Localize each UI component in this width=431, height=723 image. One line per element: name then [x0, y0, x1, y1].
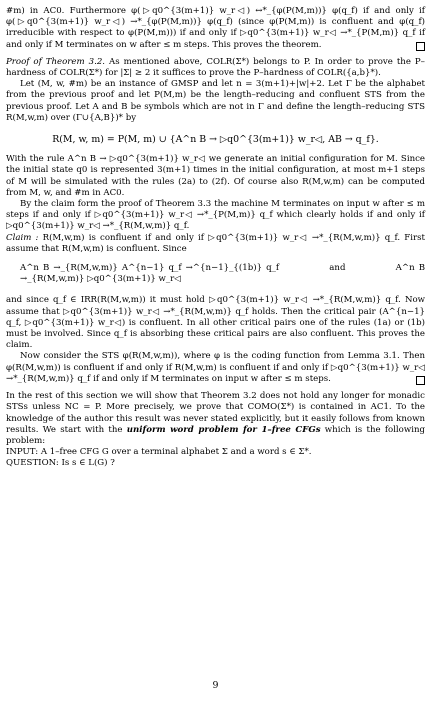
claim-lead: Claim : [6, 232, 43, 243]
proof-end-text: #m) in AC0. Furthermore φ(▷q0^{3(m+1)} w_r◁) ↔*_{φ(P(M,m))} φ(q_f) if and only if φ(▷q0^{3(m+1)} w_r◁) →*_{φ(P(M,m))} φ(q_f) (since φ(P(M,m)) is confluent and φ(q_f) irreducible with respect to φ(P(M,m))) if and only if ▷q0^{3(m+1)} w_r◁ →*_{P(M,m)} q_f if and only if M terminates on w after ≤ m steps. This proves the theorem. [6, 6, 425, 50]
claim-form-paragraph: By the claim form the proof of Theorem 3.3 the machine M terminates on input w after ≤ m steps if and only if ▷q0^{3(m+1)} w_r◁ →*_{P(M,m)} q_f which clearly holds if and only if ▷q0^{3(m+1)} w_r◁ →*_{R(M,w,m)} q_f. [6, 199, 425, 232]
proof-lead: Proof of Theorem 3.2. [6, 56, 106, 67]
claim-text: R(M,w,m) is confluent if and only if ▷q0^{3(m+1)} w_r◁ →*_{R(M,w,m)} q_f. First assume that R(M,w,m) is confluent. Since [6, 232, 425, 254]
proof-end-paragraph [6, 6, 425, 51]
coding-function-paragraph [6, 351, 425, 385]
problem-question-line: QUESTION: Is s ∈ L(G) ? [6, 458, 115, 469]
problem-input-line: INPUT: A 1–free CFG G over a terminal alphabet Σ and a word s ∈ Σ*. [6, 447, 312, 458]
qed-box-icon [416, 42, 425, 51]
proof-intro-text: As mentioned above, COLR(Σ*) belongs to P. In order to prove the P–hardness of COLR(Σ*) for |Σ| ≥ 2 it suffices to prove the P–hardness of COLR({a,b}*). [6, 56, 425, 79]
section-rest-text-b: which is the following problem: [6, 424, 425, 446]
proof-theorem-3-2-paragraph [6, 57, 425, 79]
reduction-equation-right: A^n B →_{R(M,w,m)} ▷q0^{3(m+1)} w_r◁ [20, 263, 426, 285]
reduction-equation-line [6, 263, 425, 285]
claim-paragraph [6, 233, 425, 255]
sts-definition-equation: R(M, w, m) = P(M, m) ∪ {A^n B → ▷q0^{3(m+1)} w_r◁, AB → q_f}. [52, 134, 379, 146]
reduction-equation-and: and [329, 263, 346, 274]
instance-definition-paragraph: Let (M, w, #m) be an instance of GMSP and let n = 3(m+1)+|w|+2. Let Γ be the alphabet from the previous proof and let P(M,m) be the length–reducing and confluent STS from the previous proof. Let A and B be symbols which are not in Γ and define the length–reducing STS R(M,w,m) over (Γ∪{A,B})* by [6, 79, 425, 123]
critical-pair-paragraph: and since q_f ∈ IRR(R(M,w,m)) it must hold ▷q0^{3(m+1)} w_r◁ →*_{R(M,w,m)} q_f. Now assume that ▷q0^{3(m+1)} w_r◁ →*_{R(M,w,m)} q_f holds. Then the critical pair (A^{n−1} q_f, ▷q0^{3(m+1)} w_r◁) is confluent. In all other critical pairs one of the rules (1a) or (1b) must be involved. Since q_f is absorbing these critical pairs are also confluent. This proves the claim. [6, 295, 425, 351]
initial-configuration-paragraph: With the rule A^n B → ▷q0^{3(m+1)} w_r◁ we generate an initial configuration for M. Since the initial state q0 is represented 3(m+1) times in the initial configuration, at most m+1 steps of M will be simulated with the rules (2a) to (2f). Of course also R(M,w,m) can be computed from M, w, and #m in AC0. [6, 154, 425, 198]
section-rest-paragraph [6, 391, 425, 447]
qed-box-icon [416, 376, 425, 385]
section-rest-text-a: In the rest of this section we will show that Theorem 3.2 does not hold any longer for monadic STSs unless NC = P. More precisely, we prove that COMO(Σ*) is contained in AC1. To the knowledge of the author this result was never stated explicitly, but it easily follows from known results. We start with the [6, 391, 425, 435]
coding-function-text: Now consider the STS φ(R(M,w,m)), where φ is the coding function from Lemma 3.1. Then φ(R(M,w,m)) is confluent if and only if R(M,w,m) is confluent if and only if ▷q0^{3(m+1)} w_r◁ →*_{R(M,w,m)} q_f if and only if M terminates on input w after ≤ m steps. [6, 351, 425, 384]
uniform-word-problem-term: uniform word problem for 1–free CFGs [126, 424, 321, 435]
page-number: 9 [212, 680, 219, 691]
reduction-equation-left: A^n B →_{R(M,w,m)} A^{n−1} q_f →^{n−1}_{(1b)} q_f [20, 263, 280, 274]
